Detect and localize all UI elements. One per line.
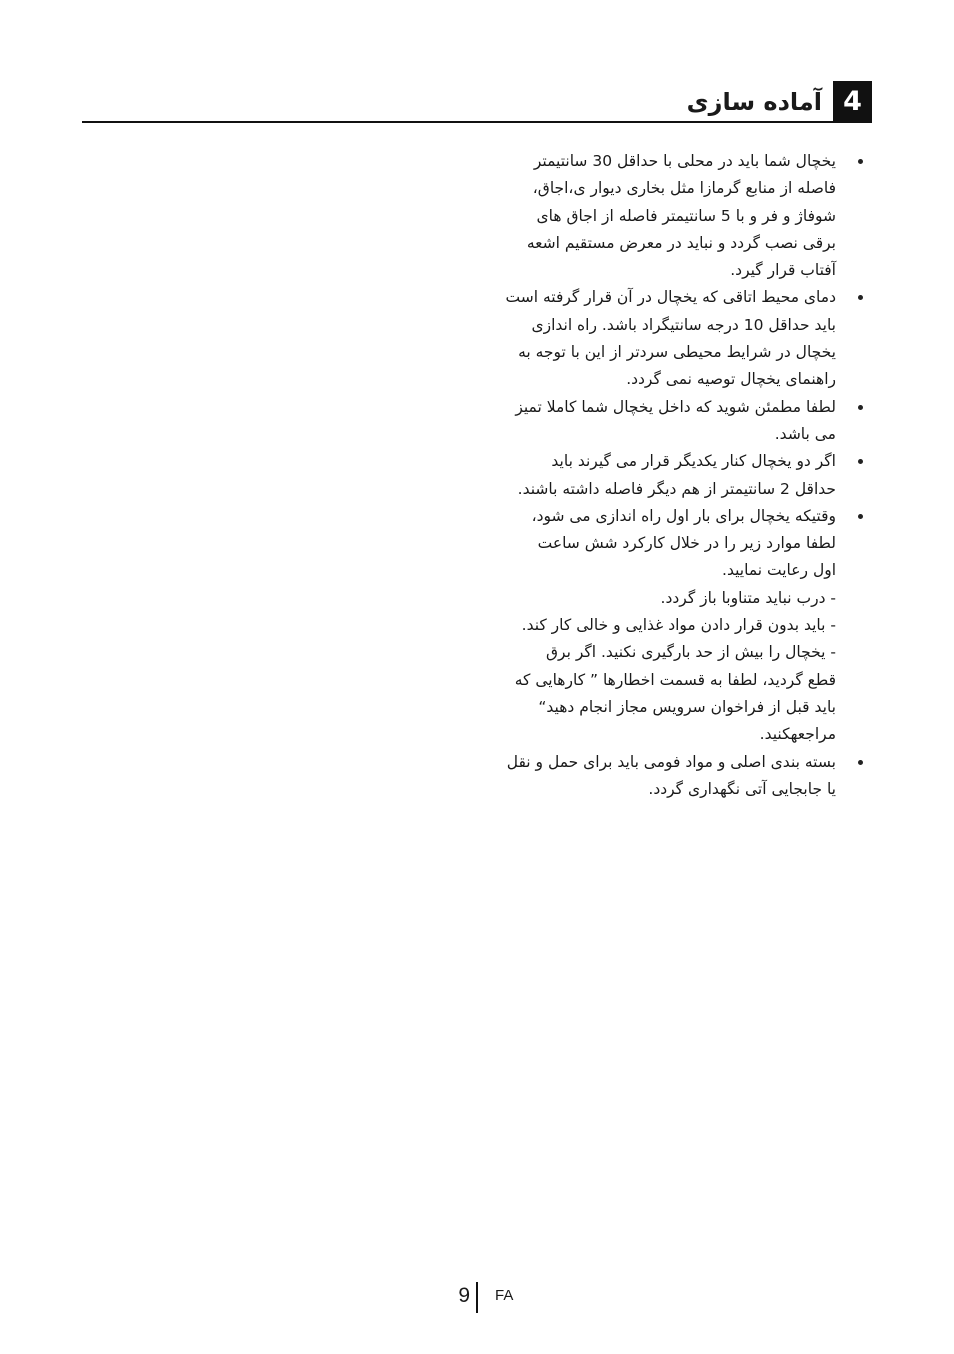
list-item-text-line: می باشد.	[774, 424, 836, 443]
list-item-text-line: لطفا موارد زیر را در خلال کارکرد شش ساعت	[537, 534, 836, 553]
list-item-text-line: وقتیکه یخچال برای بار اول راه اندازی می شود،	[531, 506, 836, 525]
bullet-icon	[858, 514, 863, 519]
list-item-text-line: - یخچال را بیش از حد بارگیری نکنید. اگر برق	[546, 643, 836, 662]
list-item-text-line: راهنمای یخچال توصیه نمی گردد.	[626, 370, 836, 389]
list-item-text-line: یخچال شما باید در محلی با حداقل 30 سانتیمتر	[533, 152, 836, 170]
header-divider	[82, 121, 872, 123]
list-item	[466, 148, 836, 284]
list-item-text-line: قطع گردید، لطفا به قسمت اخطارها ” کارهایی که	[514, 670, 836, 689]
chapter-title: آماده سازی	[686, 88, 822, 116]
chapter-number-box	[833, 81, 872, 121]
bullet-list	[466, 148, 836, 803]
list-item-text-line: بسته بندی اصلی و مواد فومی باید برای حمل و نقل	[506, 752, 836, 771]
list-item-text-line: باید قبل از فراخوان سرویس مجاز انجام دهید“	[538, 697, 836, 716]
list-item	[466, 448, 836, 503]
list-item	[466, 749, 836, 804]
list-item-text-line: - درب نباید متناوبا باز گردد.	[660, 588, 836, 607]
list-item-text-line: مراجعهکنید.	[759, 725, 836, 744]
bullet-icon	[858, 159, 863, 164]
list-item-text-line: - باید بدون قرار دادن مواد غذایی و خالی کار کند.	[521, 616, 836, 635]
list-item-text-line: برقی نصب گردد و نباید در معرض مستقیم اشعه	[526, 233, 836, 252]
list-item-text-line: حداقل 2 سانتیمتر از هم دیگر فاصله داشته باشند.	[517, 479, 836, 498]
list-item-text-line: یا جابجایی آتی نگهداری گردد.	[648, 779, 836, 798]
list-item-text-line: لطفا مطمئن شوید که داخل یخچال شما کاملا تمیز	[515, 397, 836, 416]
list-item-text-line: شوفاژ و فر و با 5 سانتیمتر فاصله از اجاق های	[536, 206, 836, 225]
bullet-icon	[858, 760, 863, 765]
list-item-text-line: فاصله از منابع گرمازا مثل بخاری دیوار ی،اجاق،	[532, 179, 836, 198]
language-code: FA	[495, 1287, 514, 1304]
list-item-text-line: دمای محیط اتاقی که یخچال در آن قرار گرفته است	[505, 288, 836, 307]
footer-divider	[476, 1282, 478, 1313]
list-item-text-line: اول رعایت نمایید.	[722, 561, 836, 580]
chapter-number: 4	[843, 85, 862, 117]
bullet-icon	[858, 459, 863, 464]
list-item	[466, 394, 836, 449]
list-item	[466, 284, 836, 393]
list-item-text-line: باید حداقل 10 درجه سانتیگراد باشد. راه اندازی	[531, 315, 836, 334]
list-item-text-line: اگر دو یخچال کنار یکدیگر قرار می گیرند باید	[551, 452, 836, 471]
list-item-text-line: یخچال در شرایط محیطی سردتر از این با توجه به	[518, 343, 836, 362]
list-item	[466, 503, 836, 749]
bullet-icon	[858, 295, 863, 300]
bullet-icon	[858, 405, 863, 410]
page-number: 9	[458, 1284, 470, 1307]
list-item-text-line: آفتاب قرار گیرد.	[730, 261, 836, 280]
